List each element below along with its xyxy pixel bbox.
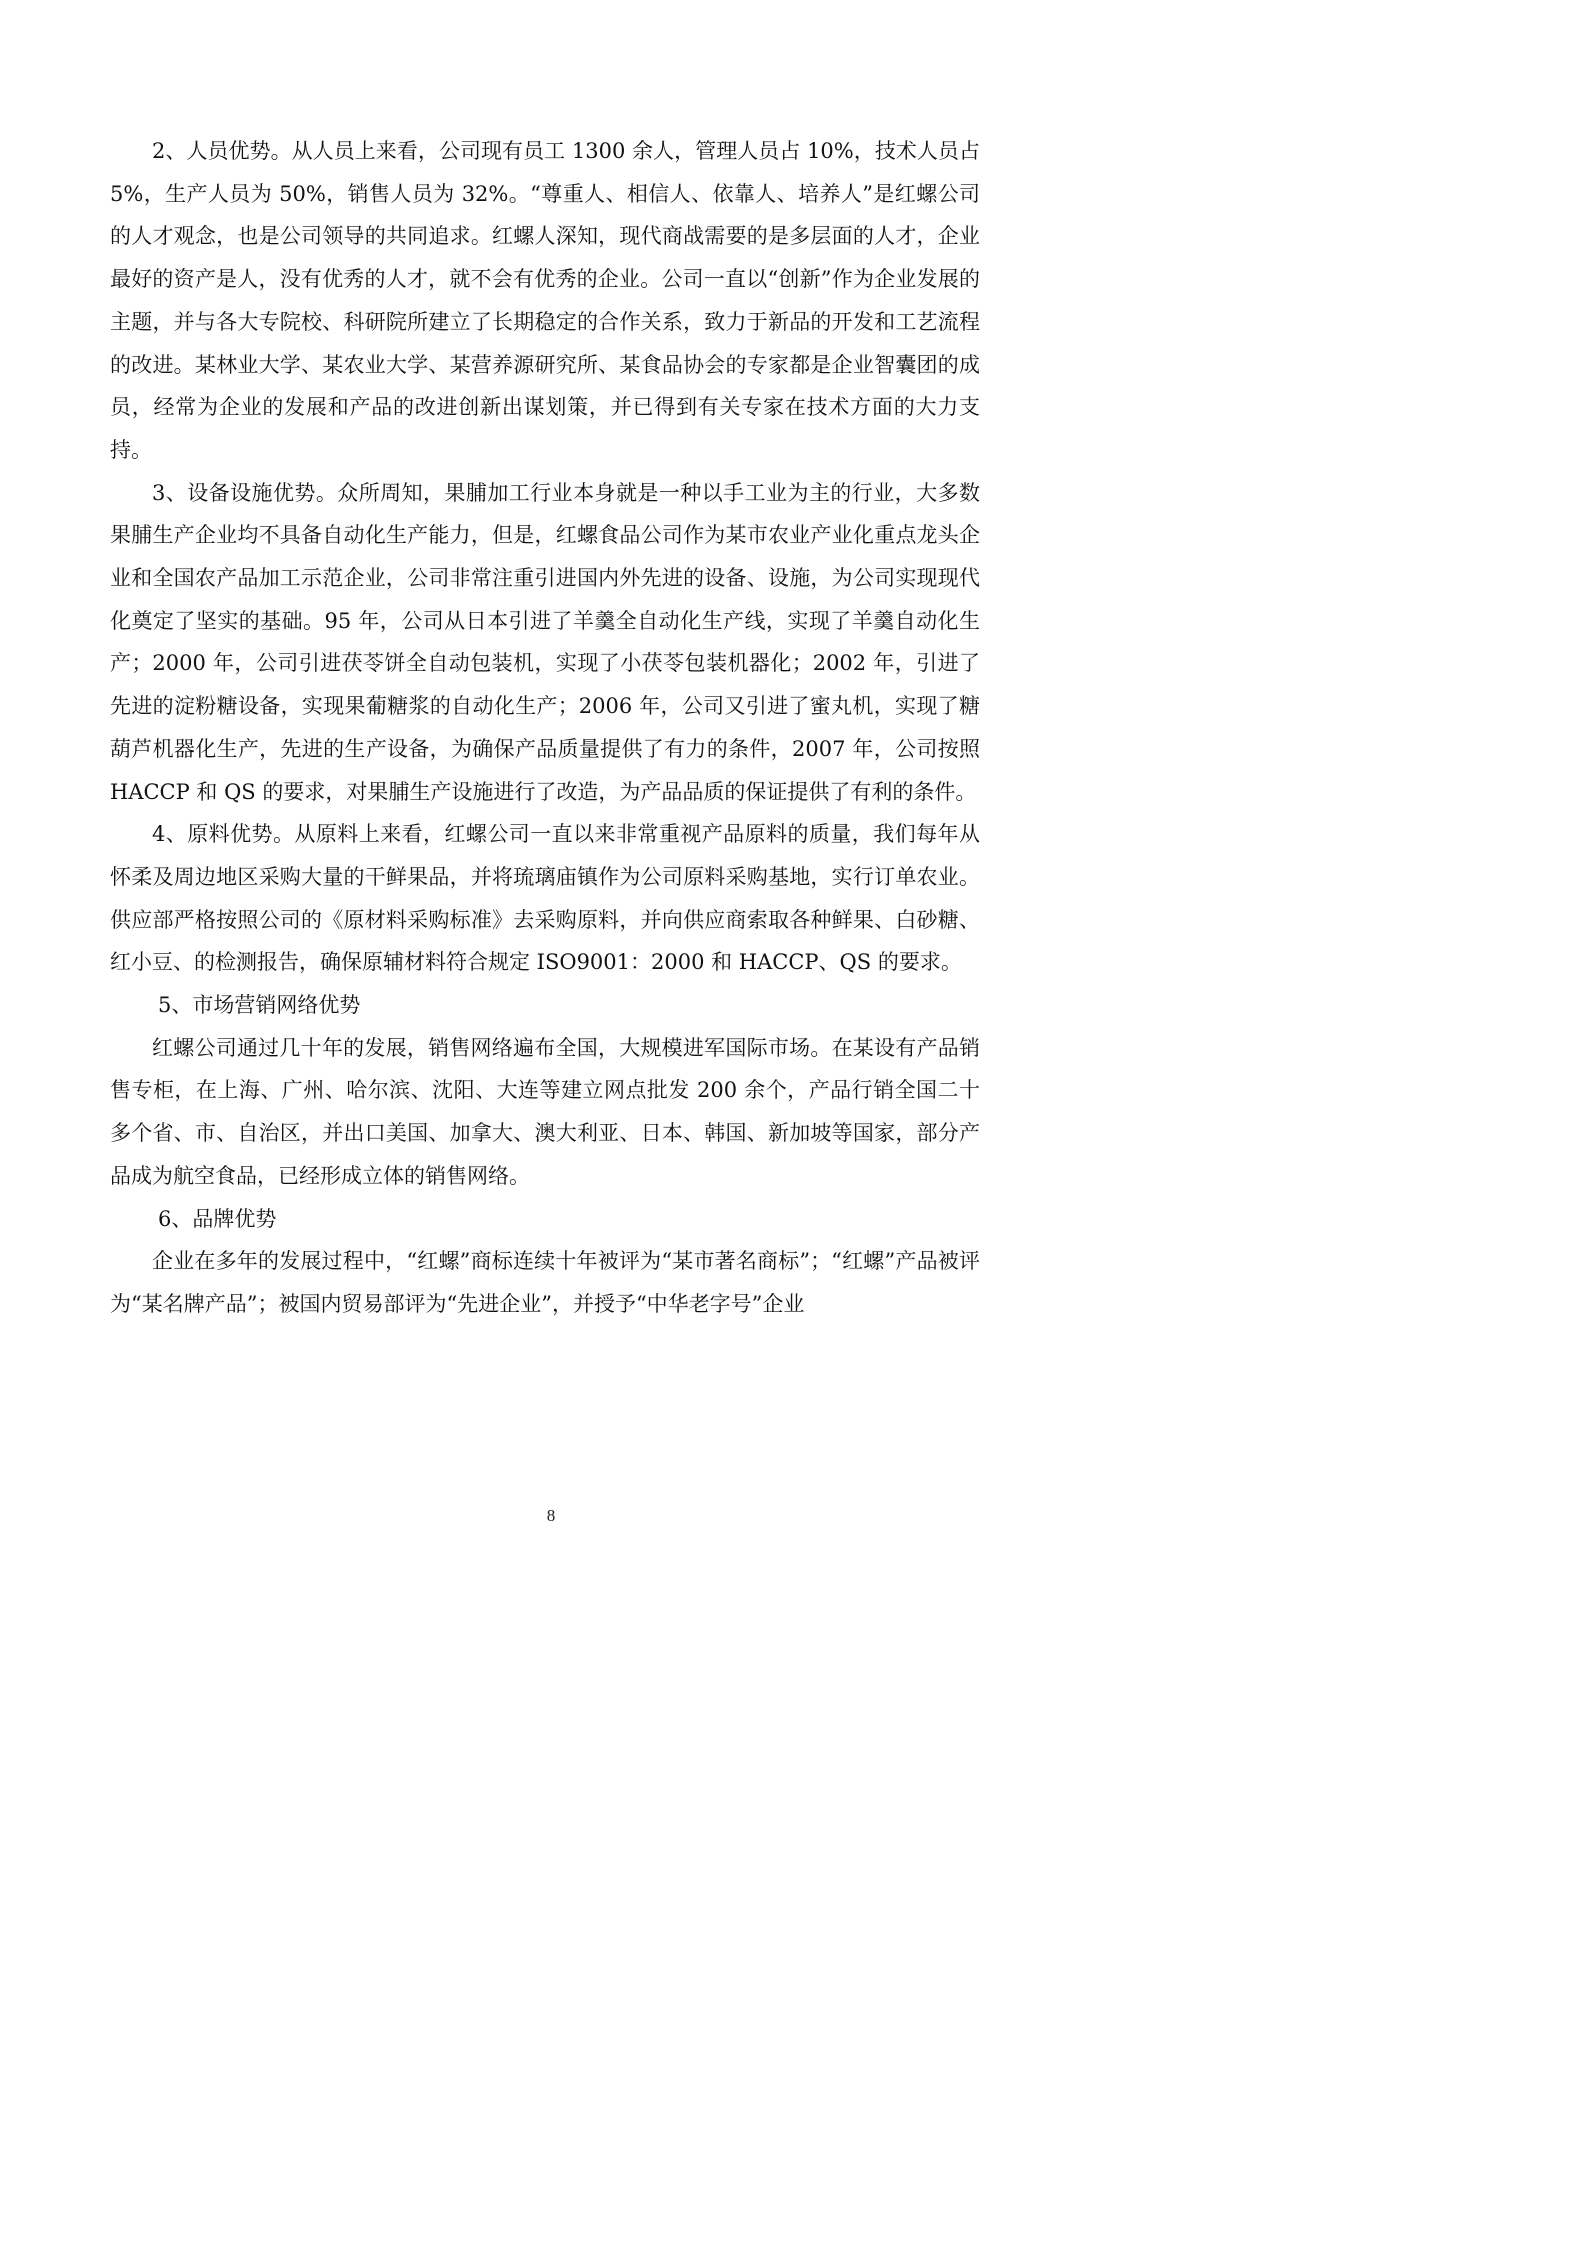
page-number: 8 <box>546 1506 556 1525</box>
paragraph-equipment-advantage: 3、设备设施优势。众所周知，果脯加工行业本身就是一种以手工业为主的行业，大多数果脯生产企业均不具备自动化生产能力，但是，红螺食品公司作为某市农业产业化重点龙头企业和全国农产品加工示范企业，公司非常注重引进国内外先进的设备、设施，为公司实现现代化奠定了坚实的基础。95 年，公司从日本引进了羊羹全自动化生产线，实现了羊羹自动化生产；2000 年，公司引进茯苓饼全自动包装机，实现了小茯苓包装机器化；2002 年，引进了先进的淀粉糖设备，实现果葡糖浆的自动化生产；2006 年，公司又引进了蜜丸机，实现了糖葫芦机器化生产，先进的生产设备，为确保产品质量提供了有力的条件，2007 年，公司按照 HACCP 和 QS 的要求，对果脯生产设施进行了改造，为产品品质的保证提供了有利的条件。 <box>110 480 980 804</box>
document-page <box>0 0 1102 1562</box>
document-body <box>110 130 980 1326</box>
paragraph-raw-material-advantage: 4、原料优势。从原料上来看，红螺公司一直以来非常重视产品原料的质量，我们每年从怀柔及周边地区采购大量的干鲜果品，并将琉璃庙镇作为公司原料采购基地，实行订单农业。供应部严格按照公司的《原材料采购标准》去采购原料，并向供应商索取各种鲜果、白砂糖、红小豆、的检测报告，确保原辅材料符合规定 ISO9001：2000 和 HACCP、QS 的要求。 <box>110 822 980 975</box>
paragraph-brand-advantage: 企业在多年的发展过程中，“红螺”商标连续十年被评为“某市著名商标”；“红螺”产品被评为“某名牌产品”；被国内贸易部评为“先进企业”，并授予“中华老字号”企业 <box>110 1249 980 1316</box>
heading-marketing-network: 5、市场营销网络优势 <box>158 993 361 1018</box>
paragraph-personnel-advantage: 2、人员优势。从人员上来看，公司现有员工 1300 余人，管理人员占 10%，技术人员占 5%，生产人员为 50%，销售人员为 32%。“尊重人、相信人、依靠人、培养人”是红螺公司的人才观念，也是公司领导的共同追求。红螺人深知，现代商战需要的是多层面的人才，企业最好的资产是人，没有优秀的人才，就不会有优秀的企业。公司一直以“创新”作为企业发展的主题，并与各大专院校、科研院所建立了长期稳定的合作关系，致力于新品的开发和工艺流程的改进。某林业大学、某农业大学、某营养源研究所、某食品协会的专家都是企业智囊团的成员，经常为企业的发展和产品的改进创新出谋划策，并已得到有关专家在技术方面的大力支持。 <box>110 139 980 462</box>
heading-brand-advantage: 6、品牌优势 <box>158 1206 277 1231</box>
paragraph-marketing-network: 红螺公司通过几十年的发展，销售网络遍布全国，大规模进军国际市场。在某设有产品销售专柜，在上海、广州、哈尔滨、沈阳、大连等建立网点批发 200 余个，产品行销全国二十多个省、市、自治区，并出口美国、加拿大、澳大利亚、日本、韩国、新加坡等国家，部分产品成为航空食品，已经形成立体的销售网络。 <box>110 1035 980 1188</box>
